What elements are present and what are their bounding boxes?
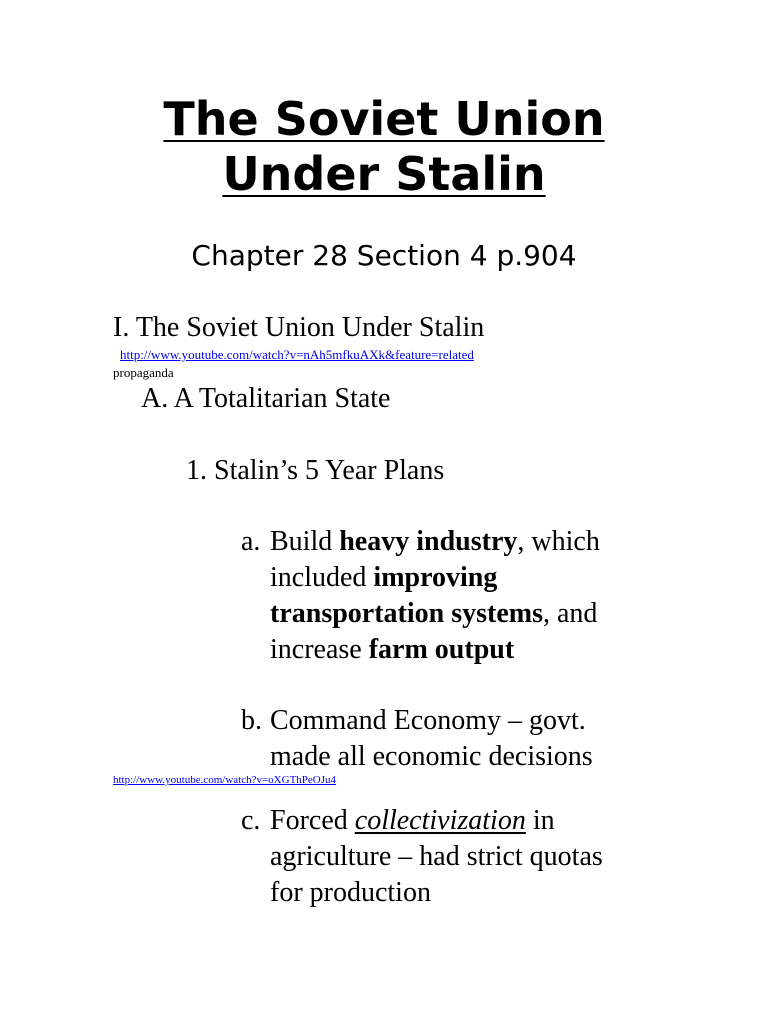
youtube-link-propaganda[interactable]: http://www.youtube.com/watch?v=nAh5mfkuAXk&feature=related xyxy=(120,347,474,362)
propaganda-note: propaganda xyxy=(113,365,174,380)
title-line-1: The Soviet Union xyxy=(163,92,605,146)
chapter-subtitle: Chapter 28 Section 4 p.904 xyxy=(191,239,577,272)
list-marker-c: c. xyxy=(241,805,261,836)
section-i-heading: I. The Soviet Union Under Stalin xyxy=(113,312,485,343)
list-marker-a: a. xyxy=(241,526,261,557)
term-farm-output: farm output xyxy=(368,634,515,665)
list-item-c-text: Forced collectivization in agriculture – had strict quotas for production xyxy=(270,805,603,908)
title-line-2: Under Stalin xyxy=(222,147,546,201)
list-item-a xyxy=(241,524,641,668)
list-item-c xyxy=(241,803,641,911)
term-heavy-industry: heavy industry xyxy=(339,526,518,557)
list-item-a-text: Build heavy industry, which included improving transportation systems, and increase farm output xyxy=(270,526,600,665)
list-item-b-text: Command Economy – govt. made all economic decisions xyxy=(270,705,593,772)
term-collectivization: collectivization xyxy=(354,805,526,836)
list-item-b xyxy=(241,703,641,775)
section-1-heading: 1. Stalin’s 5 Year Plans xyxy=(186,455,445,486)
list-marker-b: b. xyxy=(241,705,262,736)
page-title xyxy=(0,92,768,202)
term-transportation: improving transportation systems xyxy=(270,562,543,629)
section-a-heading: A. A Totalitarian State xyxy=(141,383,391,414)
youtube-link-command-economy[interactable]: http://www.youtube.com/watch?v=oXGThPeOJu4 xyxy=(113,774,337,786)
